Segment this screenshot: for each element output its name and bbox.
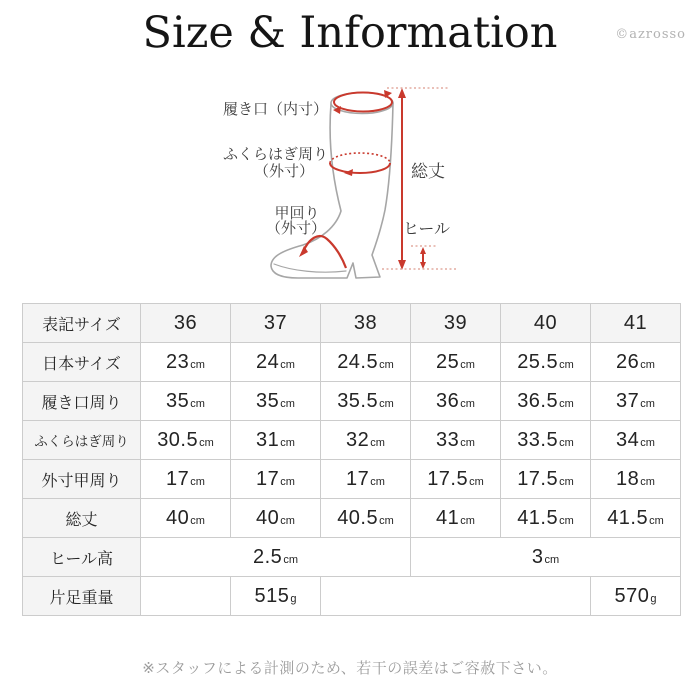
cell-value: 18 (616, 467, 640, 490)
cell-value: 35 (166, 389, 190, 412)
size-cell (141, 382, 231, 421)
boot-outline-drawing (271, 93, 393, 279)
cell-unit: cm (199, 436, 214, 449)
cell-unit: cm (559, 514, 574, 527)
row-label: 履き口周り (23, 382, 141, 421)
opening-circumference-mark (334, 93, 392, 112)
cell-unit: cm (379, 514, 394, 527)
heel-arrowhead-top (420, 247, 426, 254)
cell-value: 17 (256, 467, 280, 490)
size-cell (321, 421, 411, 460)
cell-value: 37 (263, 311, 288, 334)
table-row (23, 577, 681, 616)
cell-unit: cm (460, 358, 475, 371)
size-cell (321, 577, 591, 616)
size-cell (321, 460, 411, 499)
table-row (23, 343, 681, 382)
size-cell (411, 343, 501, 382)
cell-value: 34 (616, 428, 640, 451)
label-instep-line1: 甲回り (274, 205, 320, 222)
size-cell (231, 382, 321, 421)
cell-unit: cm (559, 397, 574, 410)
size-cell (321, 382, 411, 421)
cell-value: 17 (346, 467, 370, 490)
size-cell (321, 343, 411, 382)
cell-value: 37 (616, 389, 640, 412)
cell-value: 515 (254, 584, 290, 607)
size-cell (231, 499, 321, 538)
cell-value: 40 (166, 506, 190, 529)
size-cell (231, 460, 321, 499)
cell-unit: cm (640, 436, 655, 449)
cell-unit: cm (190, 358, 205, 371)
size-cell (591, 382, 681, 421)
cell-unit: cm (640, 397, 655, 410)
cell-unit: cm (460, 436, 475, 449)
cell-value: 3 (531, 545, 544, 568)
row-label: ふくらはぎ周り (23, 421, 141, 460)
size-cell (501, 499, 591, 538)
cell-unit: cm (280, 436, 295, 449)
cell-value: 17.5 (517, 467, 559, 490)
cell-unit: cm (370, 436, 385, 449)
cell-unit: cm (190, 514, 205, 527)
size-cell (591, 499, 681, 538)
size-cell (501, 382, 591, 421)
size-cell (141, 577, 231, 616)
size-cell (141, 538, 411, 577)
cell-unit: cm (544, 553, 560, 566)
cell-unit: cm (469, 475, 484, 488)
cell-unit: cm (559, 358, 574, 371)
cell-unit: cm (460, 514, 475, 527)
size-cell (411, 460, 501, 499)
cell-value: 24.5 (337, 350, 379, 373)
cell-unit: cm (559, 436, 574, 449)
cell-unit: cm (460, 397, 475, 410)
size-cell (591, 577, 681, 616)
cell-unit: g (290, 592, 297, 605)
calf-circumference-dotted (330, 153, 390, 163)
row-label: 表記サイズ (23, 304, 141, 343)
table-row (23, 382, 681, 421)
cell-value: 17.5 (427, 467, 469, 490)
cell-value: 32 (346, 428, 370, 451)
size-cell (411, 499, 501, 538)
cell-unit: cm (280, 397, 295, 410)
size-cell (501, 421, 591, 460)
boot-measurement-diagram (0, 0, 700, 300)
calf-arrowhead (344, 169, 353, 176)
cell-value: 2.5 (253, 545, 283, 568)
cell-value: 40 (256, 506, 280, 529)
size-cell (141, 421, 231, 460)
cell-unit: cm (190, 397, 205, 410)
size-cell (591, 421, 681, 460)
cell-value: 40.5 (337, 506, 379, 529)
copyright-watermark: ©azrosso (615, 27, 686, 42)
cell-value: 25.5 (517, 350, 559, 373)
size-table (22, 303, 681, 616)
table-row (23, 460, 681, 499)
calf-circumference-solid (330, 163, 390, 173)
size-cell (141, 343, 231, 382)
cell-unit: cm (379, 358, 394, 371)
table-row (23, 421, 681, 460)
cell-unit: cm (559, 475, 574, 488)
cell-unit: cm (280, 514, 295, 527)
size-cell (591, 343, 681, 382)
cell-value: 23 (166, 350, 190, 373)
size-cell (231, 304, 321, 343)
cell-value: 36 (173, 311, 198, 334)
label-heel: ヒール (403, 221, 451, 238)
size-cell (411, 421, 501, 460)
cell-unit: cm (280, 358, 295, 371)
cell-value: 39 (443, 311, 468, 334)
cell-value: 41 (623, 311, 648, 334)
page-title: Size & Information (142, 8, 558, 58)
cell-value: 33 (436, 428, 460, 451)
row-label: ヒール高 (23, 538, 141, 577)
size-table-body (23, 304, 681, 616)
cell-value: 25 (436, 350, 460, 373)
size-cell (591, 460, 681, 499)
size-cell (321, 499, 411, 538)
cell-value: 24 (256, 350, 280, 373)
cell-value: 570 (614, 584, 650, 607)
row-label: 外寸甲周り (23, 460, 141, 499)
row-label: 日本サイズ (23, 343, 141, 382)
instep-arrowhead (299, 246, 308, 257)
row-label: 片足重量 (23, 577, 141, 616)
size-cell (501, 304, 591, 343)
cell-value: 41 (436, 506, 460, 529)
size-cell (141, 304, 231, 343)
cell-value: 26 (616, 350, 640, 373)
heel-arrowhead-bottom (420, 262, 426, 269)
cell-unit: g (650, 592, 657, 605)
size-cell (501, 460, 591, 499)
size-cell (321, 304, 411, 343)
cell-value: 35.5 (337, 389, 379, 412)
size-cell (141, 499, 231, 538)
cell-unit: cm (190, 475, 205, 488)
cell-unit: cm (280, 475, 295, 488)
cell-value: 40 (533, 311, 558, 334)
cell-unit: cm (640, 475, 655, 488)
cell-value: 41.5 (517, 506, 559, 529)
cell-value: 41.5 (607, 506, 649, 529)
total-length-arrowhead-top (398, 88, 406, 98)
cell-value: 17 (166, 467, 190, 490)
cell-value: 31 (256, 428, 280, 451)
cell-unit: cm (649, 514, 664, 527)
table-row (23, 538, 681, 577)
size-cell (501, 343, 591, 382)
cell-value: 35 (256, 389, 280, 412)
table-row (23, 304, 681, 343)
measurement-disclaimer: ※スタッフによる計測のため、若干の誤差はご容赦下さい。 (142, 660, 558, 677)
size-cell (411, 304, 501, 343)
cell-unit: cm (379, 397, 394, 410)
size-cell (141, 460, 231, 499)
cell-value: 36 (436, 389, 460, 412)
row-label: 総丈 (23, 499, 141, 538)
cell-value: 30.5 (157, 428, 199, 451)
table-row (23, 499, 681, 538)
size-cell (231, 421, 321, 460)
cell-unit: cm (640, 358, 655, 371)
cell-value: 33.5 (517, 428, 559, 451)
label-instep-line2: （外寸） (265, 220, 327, 237)
label-calf-line2: （外寸） (253, 163, 315, 180)
cell-value: 38 (353, 311, 378, 334)
size-cell (231, 577, 321, 616)
size-cell (231, 343, 321, 382)
label-calf-line1: ふくらはぎ周り (222, 146, 328, 163)
instep-circumference-mark (303, 236, 346, 268)
label-total-length: 総丈 (411, 162, 445, 181)
label-opening: 履き口（内寸） (222, 101, 328, 118)
cell-unit: cm (283, 553, 298, 566)
cell-unit: cm (370, 475, 385, 488)
size-cell (591, 304, 681, 343)
size-cell (411, 538, 681, 577)
size-cell (411, 382, 501, 421)
cell-value: 36.5 (517, 389, 559, 412)
